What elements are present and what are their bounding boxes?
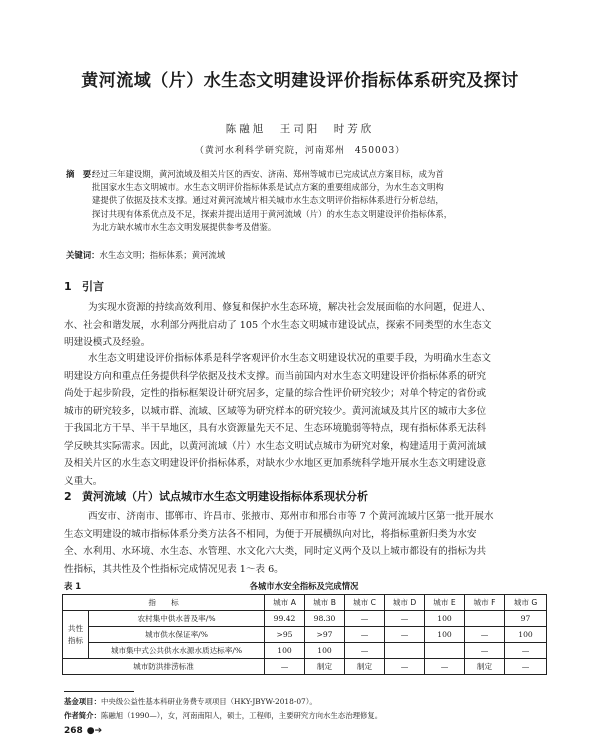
group-label: 共性指标 <box>67 623 84 645</box>
page-number <box>64 726 102 736</box>
value-cell: 100 <box>305 643 345 659</box>
value-cell: — <box>345 627 385 643</box>
value-cell: 制定 <box>345 659 385 675</box>
section-1-paragraph-1 <box>64 299 544 352</box>
value-cell: — <box>265 659 305 675</box>
paper-title: 黄河流域（片）水生态文明建设评价指标体系研究及探讨 <box>81 71 519 91</box>
page-number-text: 268 <box>64 726 83 736</box>
paragraph-line: 城市的研究较多，以城市群、流域、区域等为研究样本的研究较少。黄河流域及其片区的城市大多位 <box>64 405 487 417</box>
value-cell: 97 <box>505 611 547 627</box>
section-title: 黄河流域（片）试点城市水生态文明建设指标体系现状分析 <box>82 490 368 503</box>
paragraph-line: 明建设模式及经验。 <box>64 337 151 348</box>
section-2-paragraph-1 <box>64 508 544 578</box>
authors: 陈融旭 王司阳 时芳欣 <box>225 123 375 135</box>
paragraph-line: 尚处于起步阶段，定性的指标框架设计研究居多，定量的综合性评价研究较少；对单个特定的省份或 <box>64 388 487 399</box>
abstract-line: 经过三年建设期，黄河流域及相关片区的西安、济南、郑州等城市已完成试点方案目标，成为首 <box>92 169 444 179</box>
author-text: 陈融旭（1990—），女，河南南阳人，硕士，工程师，主要研究方向水生态治理修复。 <box>100 711 383 720</box>
value-cell: 100 <box>425 627 465 643</box>
value-cell: 100 <box>425 611 465 627</box>
section-title: 引言 <box>82 280 104 293</box>
value-cell: 制定 <box>465 659 505 675</box>
table-label: 表 1 <box>64 581 82 591</box>
header-cell: 城市 E <box>425 595 465 611</box>
value-cell: >95 <box>265 627 305 643</box>
table-row <box>63 611 547 627</box>
value-cell: >97 <box>305 627 345 643</box>
abstract-line: 建提供了依据及技术支撑。通过对黄河流域片相关城市水生态文明评价指标体系进行分析总结， <box>92 195 444 206</box>
value-cell: — <box>385 659 425 675</box>
author-label: 作者简介： <box>64 711 101 720</box>
value-cell: 100 <box>265 643 305 659</box>
section-2-heading <box>64 488 368 504</box>
fund-footnote <box>64 696 317 707</box>
paragraph-line: 学反映其实际需求。因此，以黄河流域（片）水生态文明试点城市为研究对象，构建适用于黄河流域 <box>64 440 487 452</box>
section-number: 2 <box>64 490 72 503</box>
arrow-right-icon: ●➔ <box>86 726 103 736</box>
indicator-name-cell: 城市防洪排涝标准 <box>63 659 265 675</box>
value-cell: — <box>465 643 505 659</box>
indicator-table <box>62 594 547 675</box>
keywords-label: 关键词： <box>66 250 100 260</box>
header-cell: 城市 B <box>305 595 345 611</box>
value-cell: — <box>385 611 425 627</box>
value-cell: — <box>425 659 465 675</box>
table-title: 各城市水安全指标及完成情况 <box>249 581 359 591</box>
indicator-name-cell: 城市供水保证率/% <box>89 627 265 643</box>
table-row <box>63 643 547 659</box>
paragraph-line: 于我国北方干旱、半干旱地区，具有水资源量先天不足、生态环境脆弱等特点，现有指标体系无法科 <box>64 423 487 434</box>
footnote-divider <box>64 691 134 692</box>
header-cell: 城市 D <box>385 595 425 611</box>
fund-label: 基金项目： <box>64 697 101 706</box>
paragraph-line: 义重大。 <box>64 475 103 487</box>
paragraph-line: 为实现水资源的持续高效利用、修复和保护水生态环境，解决社会发展面临的水问题，促进人、 <box>88 302 491 313</box>
section-number: 1 <box>64 280 72 293</box>
paragraph-line: 性指标，其共性及个性指标完成情况见表 1～表 6。 <box>64 563 284 575</box>
section-1-heading <box>64 278 104 294</box>
paragraph-line: 水、社会和谐发展，水利部分两批启动了 105 个水生态文明城市建设试点，探索不同类型的水生态文 <box>64 319 492 331</box>
group-label-cell <box>63 611 89 659</box>
paragraph-line: 全、水利用、水环境、水生态、水管理、水文化六大类，同时定义两个及以上城市都设有的指标为共 <box>64 546 487 557</box>
abstract <box>66 168 532 234</box>
keywords-text: 水生态文明；指标体系；黄河流域 <box>99 250 226 260</box>
author-footnote <box>64 710 382 721</box>
paragraph-line: 西安市、济南市、邯郸市、许昌市、张掖市、郑州市和邢台市等 7 个黄河流域片区第一批开展水 <box>88 511 494 522</box>
header-cell: 城市 F <box>465 595 505 611</box>
table-header-row <box>63 595 547 611</box>
value-cell <box>465 611 505 627</box>
paragraph-line: 生态文明建设的城市指标体系分类方法各不相同，为便于开展横纵向对比，将指标重新归类为水安 <box>64 528 477 540</box>
value-cell: — <box>505 643 547 659</box>
value-cell: — <box>345 643 385 659</box>
value-cell: — <box>385 627 425 643</box>
header-cell: 城市 A <box>265 595 305 611</box>
value-cell: — <box>505 659 547 675</box>
value-cell: 制定 <box>305 659 345 675</box>
value-cell <box>385 643 425 659</box>
header-cell: 城市 C <box>345 595 385 611</box>
value-cell <box>425 643 465 659</box>
value-cell: 100 <box>505 627 547 643</box>
fund-text: 中央级公益性基本科研业务费专项项目（HKY-JBYW-2018-07）。 <box>100 697 317 706</box>
table-row <box>63 627 547 643</box>
paragraph-line: 明建设方向和重点任务提供科学依据及技术支撑。而当前国内对水生态文明建设评价指标体系的研究 <box>64 370 487 382</box>
indicator-name-cell: 城市集中式公共供水水源水质达标率/% <box>89 643 265 659</box>
header-cell: 指 标 <box>63 595 265 611</box>
affiliation: （黄河水利科学研究院，河南郑州 450003） <box>194 146 406 156</box>
table-row <box>63 659 547 675</box>
section-1-paragraph-2 <box>64 350 544 490</box>
value-cell: 99.42 <box>265 611 305 627</box>
abstract-line: 为北方缺水城市水生态文明发展提供参考及借鉴。 <box>92 221 277 232</box>
paragraph-line: 及相关片区的水生态文明建设评价指标体系，对缺水少水地区更加系统科学地开展水生态文明建设意 <box>64 458 487 469</box>
indicator-name-cell: 农村集中供水普及率/% <box>89 611 265 627</box>
abstract-label: 摘 要： <box>66 169 100 179</box>
value-cell: — <box>465 627 505 643</box>
paragraph-line: 水生态文明建设评价指标体系是科学客观评价水生态文明建设状况的重要手段，为明确水生态文 <box>88 353 491 364</box>
abstract-line: 探讨共现有体系优点及不足，探索并提出适用于黄河流域（片）的水生态文明建设评价指标体系， <box>92 208 453 219</box>
value-cell: — <box>345 611 385 627</box>
keywords <box>66 249 536 261</box>
header-cell: 城市 G <box>505 595 547 611</box>
abstract-line: 批国家水生态文明城市。水生态文明评价指标体系是试点方案的重要组成部分，为水生态文明构 <box>92 182 444 193</box>
value-cell: 98.30 <box>305 611 345 627</box>
